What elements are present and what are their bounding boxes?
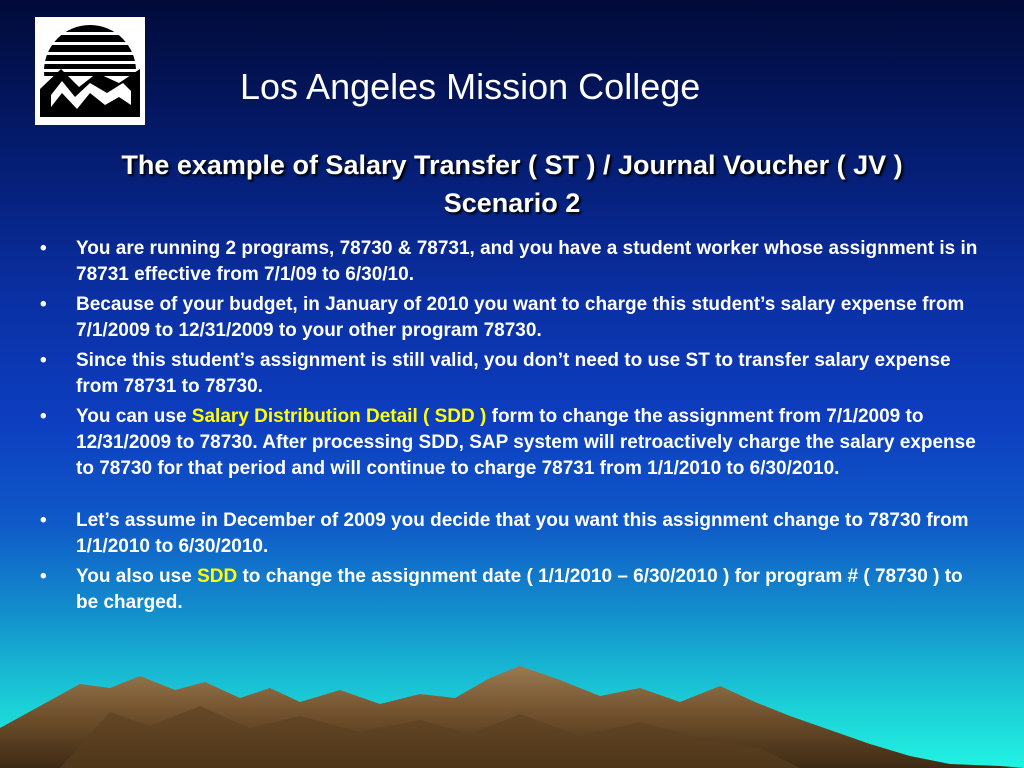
mountain-range-decoration [0, 658, 1024, 768]
bullet-dot: • [40, 406, 47, 427]
bullet-item [40, 508, 990, 560]
bullet-dot: • [40, 510, 47, 531]
bullet-list [40, 236, 990, 620]
bullet-text: Since this student’s assignment is still valid, you don’t need to use ST to transfer salary expense from 78731 to 78730. [76, 350, 951, 397]
bullet-text-after: to change the assignment date ( 1/1/2010 – 6/30/2010 ) for program # ( 78730 ) to be charged. [76, 566, 963, 613]
highlight-sdd-term: SDD [197, 566, 238, 587]
college-logo [35, 17, 145, 125]
bullet-dot: • [40, 566, 47, 587]
bullet-item [40, 292, 990, 344]
bullet-text-before: You can use [76, 406, 192, 427]
highlight-sdd-term: Salary Distribution Detail ( SDD ) [191, 406, 487, 427]
slide-title [0, 146, 1024, 222]
bullet-text [76, 566, 963, 613]
bullet-item [40, 236, 990, 288]
bullet-item [40, 404, 990, 482]
bullet-text [76, 406, 976, 479]
sun-mountains-icon [35, 17, 145, 125]
bullet-item [40, 348, 990, 400]
bullet-dot: • [40, 350, 47, 371]
bullet-text-after: form to change the assignment from 7/1/2009 to 12/31/2009 to 78730. After processing SDD, SAP system will retroactively charge the salary expense to 78730 for that period and will continue to charge 78731 from 1/1/2010 to 6/30/2010. [76, 406, 976, 479]
bullet-text: Because of your budget, in January of 2010 you want to charge this student’s salary expense from 7/1/2009 to 12/31/2009 to your other program 78730. [76, 294, 965, 341]
bullet-item [40, 564, 990, 616]
slide-title-line-2: Scenario 2 [443, 188, 581, 218]
slide-title-line-1: The example of Salary Transfer ( ST ) / Journal Voucher ( JV ) [121, 150, 903, 180]
bullet-text: You are running 2 programs, 78730 & 78731, and you have a student worker whose assignment is in 78731 effective from 7/1/09 to 6/30/10. [76, 238, 978, 285]
bullet-text-before: You also use [76, 566, 198, 587]
bullet-dot: • [40, 294, 47, 315]
bullet-text: Let’s assume in December of 2009 you decide that you want this assignment change to 78730 from 1/1/2010 to 6/30/2010. [76, 510, 969, 557]
bullet-dot: • [40, 238, 47, 259]
college-name: Los Angeles Mission College [240, 66, 701, 107]
